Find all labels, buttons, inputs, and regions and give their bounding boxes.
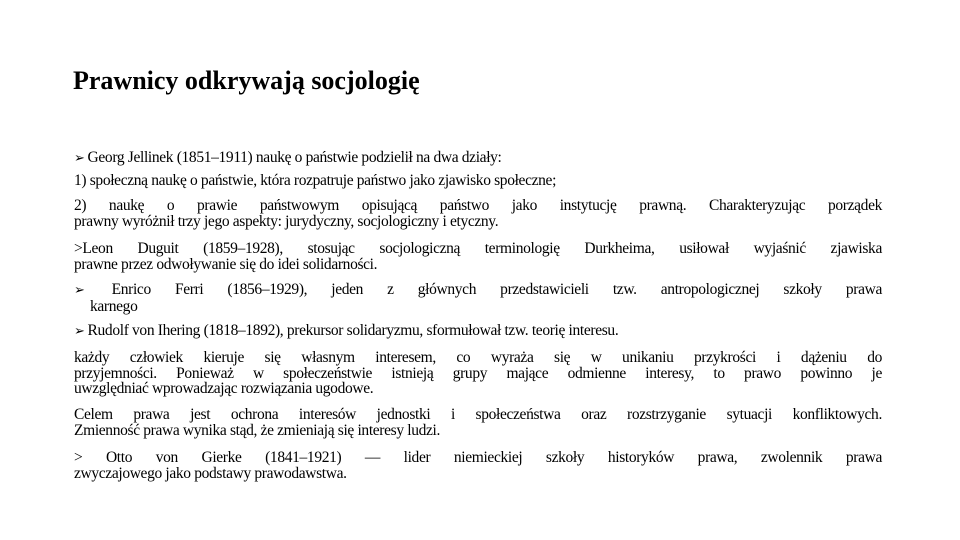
paragraph-jellinek: ➢ Georg Jellinek (1851–1911) naukę o państwie podzielił na dwa działy:: [74, 149, 502, 166]
paragraph-social-science: 1) społeczną naukę o państwie, która rozpatruje państwo jako zjawisko społeczne;: [74, 172, 557, 189]
arrow-bullet-icon: ➢: [74, 151, 85, 166]
paragraph-state-law: 2) naukę o prawie państwowym opisującą państwo jako instytucję prawną. Charakteryzując porządek prawny wyróżnił trzy jego aspekty: jurydyczny, socjologiczny i etyczny.: [74, 197, 882, 230]
slide-title: Prawnicy odkrywają socjologię: [73, 66, 420, 95]
paragraph-interest: każdy człowiek kieruje się własnym interesem, co wyraża się w unikaniu przykrości i dążeniu do przyjemności. Ponieważ w społeczeństwie istnieją grupy mające odmienne interesy, to prawo powinno je uwzględniać wprowadzając rozwiązania ugodowe.: [74, 349, 882, 397]
arrow-bullet-icon: ➢: [74, 283, 85, 298]
paragraph-gierke: > Otto von Gierke (1841–1921) — lider niemieckiej szkoły historyków prawa, zwolennik prawa zwyczajowego jako podstawy prawodawstwa.: [74, 449, 882, 482]
paragraph-purpose-of-law: Celem prawa jest ochrona interesów jednostki i społeczeństwa oraz rozstrzyganie sytuacji konfliktowych. Zmienność prawa wynika stąd, że zmieniają się interesy ludzi.: [74, 406, 882, 439]
paragraph-duguit: >Leon Duguit (1859–1928), stosując socjologiczną terminologię Durkheima, usiłował wyjaśnić zjawiska prawne przez odwoływanie się do idei solidarności.: [74, 240, 882, 273]
arrow-bullet-icon: ➢: [74, 324, 85, 339]
paragraph-ihering: ➢ Rudolf von Ihering (1818–1892), prekursor solidaryzmu, sformułował tzw. teorię interesu.: [74, 322, 619, 339]
paragraph-ferri: ➢ Enrico Ferri (1856–1929), jeden z głównych przedstawicieli tzw. antropologicznej szkoły prawa karnego: [74, 281, 882, 315]
